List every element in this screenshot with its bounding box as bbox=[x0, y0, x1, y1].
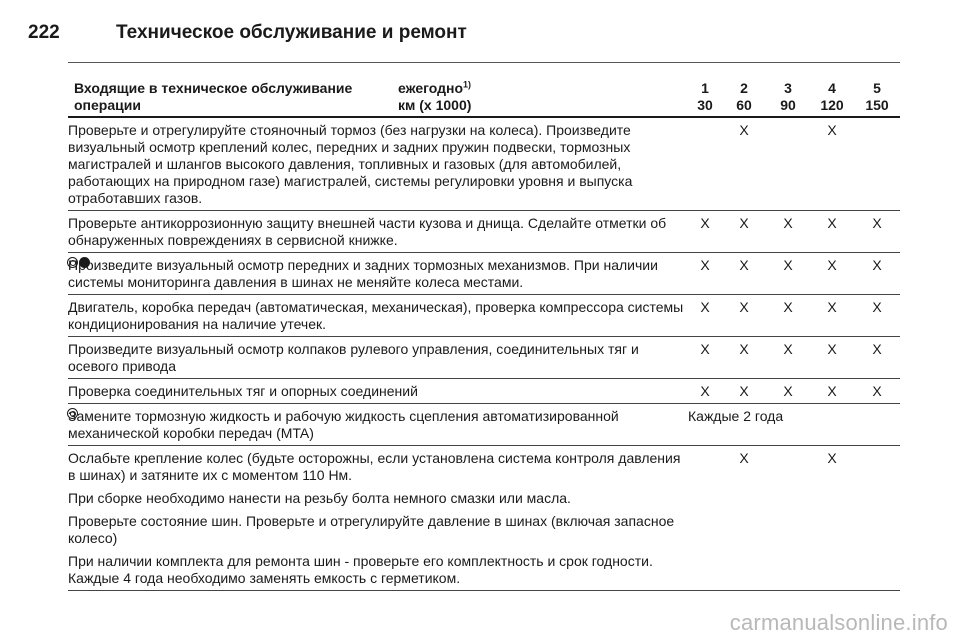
interval-mark-3: X bbox=[783, 215, 793, 231]
table-row bbox=[68, 117, 900, 211]
interval-mark-3: X bbox=[783, 341, 793, 357]
interval-mark-4: X bbox=[827, 341, 837, 357]
interval-mark-1 bbox=[688, 446, 722, 591]
operation-description bbox=[68, 379, 688, 404]
operation-text: Двигатель, коробка передач (автоматическая, механическая), проверка компрессора системы кондиционирования на наличие утечек. bbox=[68, 299, 684, 332]
interval-mark-3: X bbox=[783, 257, 793, 273]
watermark: carmanualsonline.info bbox=[729, 610, 948, 635]
operation-text: Проверьте антикоррозионную защиту внешней части кузова и днища. Сделайте отметки об обнаруженных повреждениях в сервисной книжке. bbox=[68, 215, 667, 248]
interval-5-header: 5 150 bbox=[865, 80, 889, 113]
header-divider bbox=[68, 62, 900, 63]
interval-mark-4: X bbox=[827, 450, 837, 466]
maintenance-table bbox=[68, 64, 900, 591]
interval-mark-3 bbox=[766, 446, 810, 591]
yearly-label: ежегодно$^{1)}$ bbox=[398, 79, 472, 96]
page-number: 222 bbox=[28, 22, 60, 43]
table-row bbox=[68, 404, 900, 446]
interval-mark-4: X bbox=[827, 215, 837, 231]
interval-every: Каждые 2 года bbox=[688, 408, 784, 424]
interval-mark-2: X bbox=[739, 257, 749, 273]
interval-mark-4: X bbox=[827, 383, 837, 399]
interval-mark-5: X bbox=[872, 383, 882, 399]
operation-text: При наличии комплекта для ремонта шин - проверьте его комплектность и срок годности. Каждые 4 года необходимо заменять емкость с герметиком. bbox=[68, 553, 653, 586]
operation-description bbox=[68, 295, 688, 337]
interval-mark-5 bbox=[854, 446, 900, 591]
interval-mark-1 bbox=[688, 117, 722, 211]
operation-text: Проверьте состояние шин. Проверьте и отрегулируйте давление в шинах (включая запасное колесо) bbox=[68, 513, 675, 546]
operation-text: Проверка соединительных тяг и опорных соединений bbox=[68, 383, 418, 399]
operation-description bbox=[68, 211, 688, 253]
interval-mark-4: X bbox=[827, 257, 837, 273]
table-header-row bbox=[68, 64, 900, 117]
interval-mark-4: X bbox=[827, 122, 837, 138]
operation-text: При сборке необходимо нанести на резьбу болта немного смазки или масла. bbox=[68, 490, 571, 506]
operation-description bbox=[68, 337, 688, 379]
interval-mark-3: X bbox=[783, 383, 793, 399]
interval-mark-3 bbox=[766, 117, 810, 211]
operation-text: Произведите визуальный осмотр передних и задних тормозных механизмов. При наличии системы мониторинга давления в шинах не меняйте колеса местами. bbox=[68, 257, 658, 290]
interval-mark-1: X bbox=[700, 299, 710, 315]
operations-label: Входящие в техническое обслуживание операции bbox=[74, 80, 353, 113]
operation-description bbox=[68, 446, 688, 591]
table-row bbox=[68, 337, 900, 379]
interval-mark-1: X bbox=[700, 341, 710, 357]
interval-labels bbox=[390, 80, 471, 114]
interval-1-header: 1 30 bbox=[697, 80, 713, 113]
table-body bbox=[68, 117, 900, 591]
operation-text: Проверьте и отрегулируйте стояночный тормоз (без нагрузки на колеса). Произведите визуальный осмотр креплений колес, передних и задних пружин подвески, тормозных магистралей и шлангов высокого давления, топливных и газовых (для автомобилей, работающих на природном газе) магистралей, системы регулировки уровня и выпуска отработавших газов. bbox=[68, 122, 633, 206]
interval-mark-2: X bbox=[739, 341, 749, 357]
page-title: Техническое обслуживание и ремонт bbox=[116, 22, 467, 43]
interval-mark-1: X bbox=[700, 215, 710, 231]
interval-mark-4: X bbox=[827, 299, 837, 315]
interval-mark-5: X bbox=[872, 299, 882, 315]
operation-description bbox=[68, 404, 688, 446]
interval-mark-2: X bbox=[739, 215, 749, 231]
operation-description bbox=[68, 253, 688, 295]
table-row bbox=[68, 379, 900, 404]
table-row bbox=[68, 253, 900, 295]
interval-mark-2: X bbox=[739, 450, 749, 466]
interval-mark-2: X bbox=[739, 122, 749, 138]
operation-text: Произведите визуальный осмотр колпаков рулевого управления, соединительных тяг и осевого привода bbox=[68, 341, 639, 374]
interval-mark-5: X bbox=[872, 257, 882, 273]
page-header bbox=[28, 22, 467, 44]
table-row bbox=[68, 295, 900, 337]
interval-mark-5: X bbox=[872, 341, 882, 357]
interval-mark-2: X bbox=[739, 383, 749, 399]
header-operations bbox=[68, 64, 688, 117]
interval-mark-5: X bbox=[872, 215, 882, 231]
interval-mark-5 bbox=[854, 117, 900, 211]
table-row bbox=[68, 211, 900, 253]
operation-description bbox=[68, 117, 688, 211]
operation-text: Замените тормозную жидкость и рабочую жидкость сцепления автоматизированной механической коробки передач (MTA) bbox=[68, 408, 619, 441]
table-row bbox=[68, 446, 900, 591]
km-label: км (x 1000) bbox=[398, 97, 472, 113]
interval-3-header: 3 90 bbox=[780, 80, 796, 113]
interval-mark-1: X bbox=[700, 257, 710, 273]
interval-mark-2: X bbox=[739, 299, 749, 315]
interval-2-header: 2 60 bbox=[736, 80, 752, 113]
operation-text: Ослабьте крепление колес (будьте осторожны, если установлена система контроля давления в шинах) и затяните их с моментом 110 Нм. bbox=[68, 450, 681, 483]
interval-4-header: 4 120 bbox=[820, 80, 844, 113]
interval-mark-1: X bbox=[700, 383, 710, 399]
footnote-mark: 1) bbox=[463, 79, 472, 90]
interval-mark-3: X bbox=[783, 299, 793, 315]
